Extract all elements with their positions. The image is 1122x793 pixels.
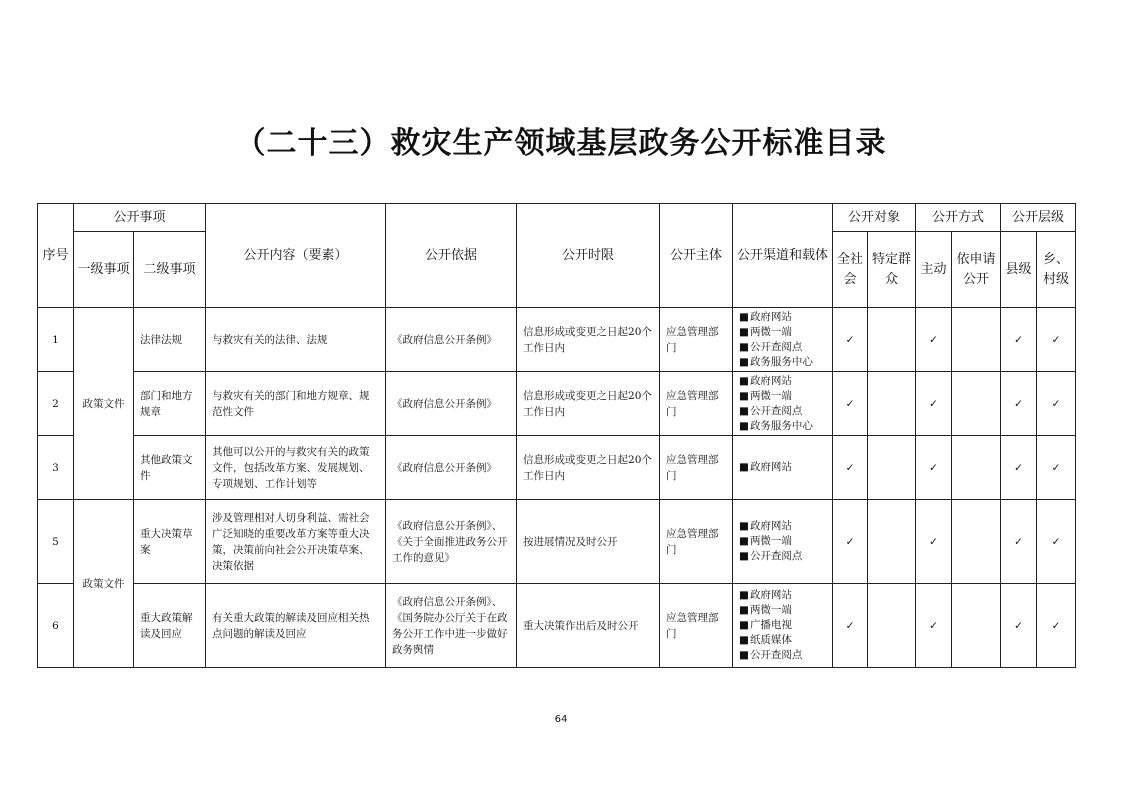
check-mark: ✓ [833,584,868,668]
row-basis: 《政府信息公开条例》、《国务院办公厅关于在政务公开工作中进一步做好政务舆情 [386,584,517,668]
row-seq: 6 [38,584,74,668]
row-level2: 部门和地方规章 [134,372,206,436]
check-mark: ✓ [833,500,868,584]
row-subject: 应急管理部门 [660,436,733,500]
empty-cell [952,308,1001,372]
empty-cell [868,372,916,436]
check-mark: ✓ [1037,308,1076,372]
channel-item: ■ 政务服务中心 [739,355,826,370]
row-time-limit: 信息形成或变更之日起20个工作日内 [517,372,660,436]
row-channels [733,308,833,372]
channel-item: ■ 两微一端 [739,389,826,404]
row-seq: 2 [38,372,74,436]
row-level1: 政策文件 [74,500,134,668]
row-level2: 重大决策草案 [134,500,206,584]
row-seq: 1 [38,308,74,372]
channel-item: ■ 两微一端 [739,603,826,618]
standard-catalog-table [37,203,1076,668]
check-mark: ✓ [916,500,952,584]
channel-item: ■ 公开查阅点 [739,404,826,419]
header-time-limit: 公开时限 [517,204,660,308]
empty-cell [868,584,916,668]
table-row [38,372,1076,436]
channel-item: ■ 纸质媒体 [739,633,826,648]
header-channel: 公开渠道和载体 [733,204,833,308]
empty-cell [868,500,916,584]
header-township: 乡、村级 [1037,232,1076,308]
table-row [38,500,1076,584]
header-level1: 一级事项 [74,232,134,308]
check-mark: ✓ [916,308,952,372]
channel-item: ■ 公开查阅点 [739,549,826,564]
row-time-limit: 信息形成或变更之日起20个工作日内 [517,308,660,372]
header-level2: 二级事项 [134,232,206,308]
row-basis: 《政府信息公开条例》 [386,436,517,500]
row-level1: 政策文件 [74,308,134,500]
check-mark: ✓ [916,584,952,668]
header-basis: 公开依据 [386,204,517,308]
channel-item: ■ 政务服务中心 [739,419,826,434]
channel-item: ■ 两微一端 [739,534,826,549]
row-seq: 5 [38,500,74,584]
header-method: 公开方式 [916,204,1001,232]
header-content: 公开内容（要素） [206,204,386,308]
page-title: （二十三）救灾生产领域基层政务公开标准目录 [235,126,887,161]
row-content: 有关重大政策的解读及回应相关热点问题的解读及回应 [206,584,386,668]
page-number: 64 [554,714,568,725]
table-row [38,584,1076,668]
check-mark: ✓ [1001,436,1037,500]
row-subject: 应急管理部门 [660,372,733,436]
row-seq: 3 [38,436,74,500]
row-subject: 应急管理部门 [660,308,733,372]
channel-item: ■ 政府网站 [739,588,826,603]
row-time-limit: 信息形成或变更之日起20个工作日内 [517,436,660,500]
row-subject: 应急管理部门 [660,500,733,584]
check-mark: ✓ [1001,500,1037,584]
row-channels [733,372,833,436]
channel-item: ■ 两微一端 [739,325,826,340]
header-proactive: 主动 [916,232,952,308]
channel-item: ■ 政府网站 [739,460,826,475]
row-content: 与救灾有关的部门和地方规章、规范性文件 [206,372,386,436]
channel-item: ■ 政府网站 [739,519,826,534]
check-mark: ✓ [1001,372,1037,436]
check-mark: ✓ [1037,436,1076,500]
empty-cell [868,436,916,500]
check-mark: ✓ [833,308,868,372]
header-on-request: 依申请公开 [952,232,1001,308]
row-level2: 重大政策解读及回应 [134,584,206,668]
row-time-limit: 重大决策作出后及时公开 [517,584,660,668]
check-mark: ✓ [1037,500,1076,584]
check-mark: ✓ [833,436,868,500]
header-county: 县级 [1001,232,1037,308]
channel-item: ■ 公开查阅点 [739,648,826,663]
row-content: 涉及管理相对人切身利益、需社会广泛知晓的重要改革方案等重大决策，决策前向社会公开决策草案、决策依据 [206,500,386,584]
empty-cell [952,436,1001,500]
check-mark: ✓ [1001,308,1037,372]
empty-cell [952,372,1001,436]
check-mark: ✓ [916,436,952,500]
check-mark: ✓ [916,372,952,436]
row-content: 与救灾有关的法律、法规 [206,308,386,372]
header-audience: 公开对象 [833,204,916,232]
channel-item: ■ 政府网站 [739,310,826,325]
header-matter: 公开事项 [74,204,206,232]
header-specific-group: 特定群众 [868,232,916,308]
check-mark: ✓ [833,372,868,436]
row-channels [733,436,833,500]
row-level2: 其他政策文件 [134,436,206,500]
header-level: 公开层级 [1001,204,1076,232]
row-basis: 《政府信息公开条例》 [386,372,517,436]
row-level2: 法律法规 [134,308,206,372]
row-content: 其他可以公开的与救灾有关的政策文件，包括改革方案、发展规划、专项规划、工作计划等 [206,436,386,500]
channel-item: ■ 政府网站 [739,374,826,389]
check-mark: ✓ [1037,372,1076,436]
channel-item: ■ 公开查阅点 [739,340,826,355]
row-channels [733,500,833,584]
table-row [38,308,1076,372]
row-basis: 《政府信息公开条例》、《关于全面推进政务公开工作的意见》 [386,500,517,584]
header-seq: 序号 [38,204,74,308]
row-time-limit: 按进展情况及时公开 [517,500,660,584]
table-row [38,436,1076,500]
check-mark: ✓ [1001,584,1037,668]
empty-cell [952,500,1001,584]
row-basis: 《政府信息公开条例》 [386,308,517,372]
row-channels [733,584,833,668]
empty-cell [952,584,1001,668]
empty-cell [868,308,916,372]
row-subject: 应急管理部门 [660,584,733,668]
header-all-society: 全社会 [833,232,868,308]
header-subject: 公开主体 [660,204,733,308]
check-mark: ✓ [1037,584,1076,668]
channel-item: ■ 广播电视 [739,618,826,633]
